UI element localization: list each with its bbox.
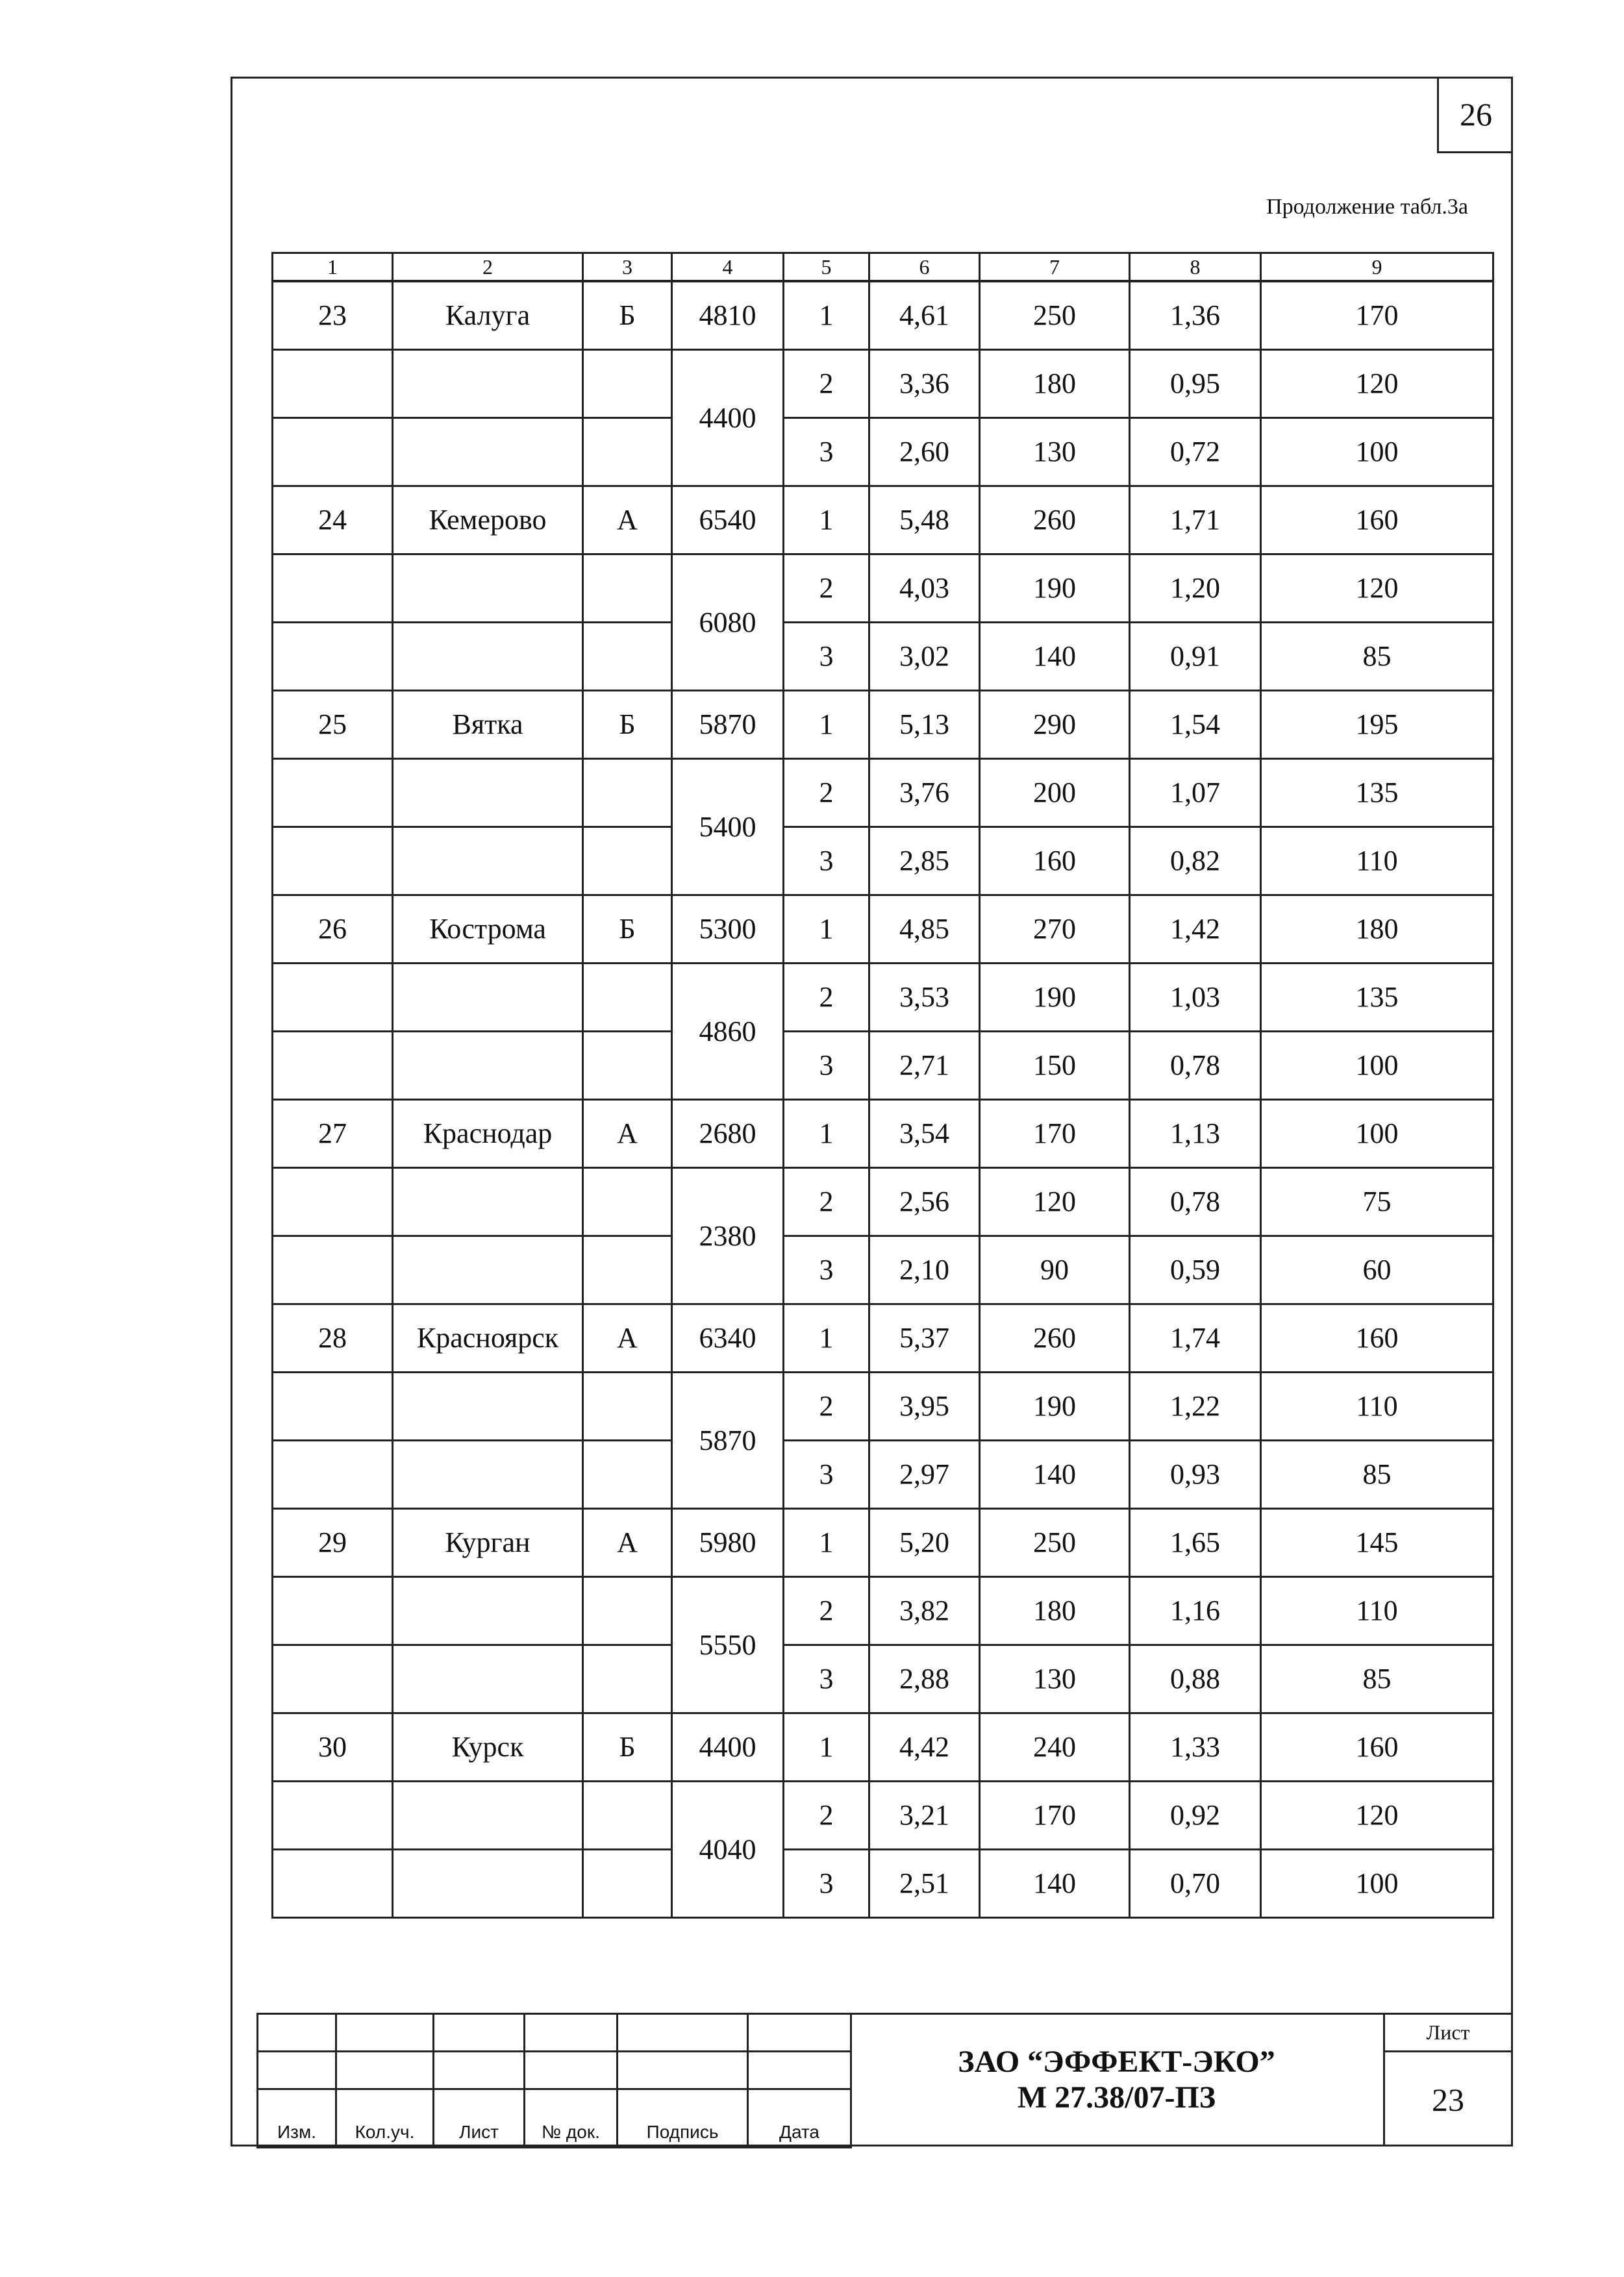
value-cell: 5300 bbox=[672, 895, 784, 964]
city-cell: Краснодар bbox=[393, 1100, 583, 1168]
row-number-cell: 30 bbox=[273, 1713, 393, 1782]
data-cell: 200 bbox=[980, 759, 1130, 827]
empty-cell bbox=[273, 964, 393, 1032]
data-cell: 1 bbox=[784, 1304, 869, 1373]
column-header: 8 bbox=[1130, 253, 1261, 282]
empty-cell bbox=[393, 1441, 583, 1509]
data-cell: 190 bbox=[980, 964, 1130, 1032]
empty-cell bbox=[583, 1577, 672, 1645]
data-cell: 1,42 bbox=[1130, 895, 1261, 964]
revision-cell bbox=[336, 2052, 434, 2089]
data-cell: 2 bbox=[784, 1577, 869, 1645]
data-cell: 170 bbox=[980, 1100, 1130, 1168]
value-cell: 5870 bbox=[672, 1373, 784, 1509]
data-cell: 2,51 bbox=[869, 1850, 980, 1918]
data-cell: 2 bbox=[784, 1782, 869, 1850]
data-cell: 3,21 bbox=[869, 1782, 980, 1850]
data-cell: 135 bbox=[1261, 759, 1493, 827]
data-cell: 100 bbox=[1261, 1850, 1493, 1918]
empty-cell bbox=[583, 350, 672, 418]
data-cell: 2 bbox=[784, 1168, 869, 1236]
category-cell: А bbox=[583, 1304, 672, 1373]
data-cell: 1 bbox=[784, 486, 869, 554]
empty-cell bbox=[583, 1782, 672, 1850]
column-header: 2 bbox=[393, 253, 583, 282]
value-cell: 2380 bbox=[672, 1168, 784, 1304]
table-row bbox=[273, 1373, 1493, 1441]
data-cell: 5,13 bbox=[869, 691, 980, 759]
data-cell: 2,60 bbox=[869, 418, 980, 486]
data-cell: 3,53 bbox=[869, 964, 980, 1032]
empty-cell bbox=[273, 1236, 393, 1304]
column-header: 4 bbox=[672, 253, 784, 282]
empty-cell bbox=[583, 827, 672, 895]
data-cell: 75 bbox=[1261, 1168, 1493, 1236]
sheet-label: Лист bbox=[1385, 2015, 1511, 2052]
data-cell: 2 bbox=[784, 759, 869, 827]
city-cell: Курган bbox=[393, 1509, 583, 1577]
stamp-label-change: Изм. bbox=[258, 2089, 336, 2148]
data-cell: 5,20 bbox=[869, 1509, 980, 1577]
empty-cell bbox=[393, 1168, 583, 1236]
revision-cell bbox=[336, 2014, 434, 2052]
table-row bbox=[273, 1645, 1493, 1713]
data-cell: 195 bbox=[1261, 691, 1493, 759]
data-cell: 1,16 bbox=[1130, 1577, 1261, 1645]
empty-cell bbox=[393, 1577, 583, 1645]
table-row bbox=[273, 759, 1493, 827]
table-row bbox=[273, 350, 1493, 418]
empty-cell bbox=[393, 1782, 583, 1850]
data-cell: 3 bbox=[784, 1645, 869, 1713]
row-number-cell: 25 bbox=[273, 691, 393, 759]
organization-block bbox=[850, 2013, 1383, 2146]
stamp-label-sheet: Лист bbox=[434, 2089, 525, 2148]
data-cell: 1,20 bbox=[1130, 554, 1261, 623]
stamp-label-date: Дата bbox=[748, 2089, 851, 2148]
data-cell: 0,91 bbox=[1130, 623, 1261, 691]
data-cell: 100 bbox=[1261, 1100, 1493, 1168]
data-cell: 3 bbox=[784, 827, 869, 895]
empty-cell bbox=[583, 418, 672, 486]
empty-cell bbox=[273, 350, 393, 418]
data-cell: 0,70 bbox=[1130, 1850, 1261, 1918]
category-cell: Б bbox=[583, 1713, 672, 1782]
data-cell: 1,13 bbox=[1130, 1100, 1261, 1168]
value-cell: 4400 bbox=[672, 1713, 784, 1782]
data-cell: 240 bbox=[980, 1713, 1130, 1782]
revision-cell bbox=[258, 2014, 336, 2052]
table-row bbox=[273, 554, 1493, 623]
data-cell: 140 bbox=[980, 1441, 1130, 1509]
column-header: 7 bbox=[980, 253, 1130, 282]
category-cell: Б bbox=[583, 895, 672, 964]
data-cell: 1,33 bbox=[1130, 1713, 1261, 1782]
row-number-cell: 28 bbox=[273, 1304, 393, 1373]
sheet-block bbox=[1383, 2013, 1513, 2146]
data-cell: 1 bbox=[784, 895, 869, 964]
category-cell: Б bbox=[583, 281, 672, 350]
empty-cell bbox=[583, 759, 672, 827]
revision-cell bbox=[618, 2014, 748, 2052]
data-cell: 0,95 bbox=[1130, 350, 1261, 418]
data-cell: 110 bbox=[1261, 1373, 1493, 1441]
value-cell: 6080 bbox=[672, 554, 784, 691]
table-caption: Продолжение табл.3а bbox=[1266, 195, 1468, 219]
column-header: 3 bbox=[583, 253, 672, 282]
data-cell: 120 bbox=[1261, 350, 1493, 418]
value-cell: 4810 bbox=[672, 281, 784, 350]
table-row bbox=[273, 486, 1493, 554]
data-cell: 160 bbox=[1261, 1713, 1493, 1782]
data-cell: 130 bbox=[980, 418, 1130, 486]
empty-cell bbox=[583, 1850, 672, 1918]
empty-cell bbox=[393, 1645, 583, 1713]
data-cell: 4,03 bbox=[869, 554, 980, 623]
column-header: 5 bbox=[784, 253, 869, 282]
value-cell: 5870 bbox=[672, 691, 784, 759]
empty-cell bbox=[393, 350, 583, 418]
data-cell: 85 bbox=[1261, 623, 1493, 691]
column-header: 9 bbox=[1261, 253, 1493, 282]
data-cell: 1 bbox=[784, 1509, 869, 1577]
column-header: 6 bbox=[869, 253, 980, 282]
table-row bbox=[273, 691, 1493, 759]
data-cell: 4,85 bbox=[869, 895, 980, 964]
empty-cell bbox=[393, 1032, 583, 1100]
empty-cell bbox=[393, 623, 583, 691]
empty-cell bbox=[583, 623, 672, 691]
data-cell: 130 bbox=[980, 1645, 1130, 1713]
revision-cell bbox=[748, 2014, 851, 2052]
data-cell: 180 bbox=[980, 350, 1130, 418]
data-cell: 1,65 bbox=[1130, 1509, 1261, 1577]
data-cell: 3 bbox=[784, 1032, 869, 1100]
data-cell: 0,92 bbox=[1130, 1782, 1261, 1850]
data-cell: 2,71 bbox=[869, 1032, 980, 1100]
empty-cell bbox=[273, 1032, 393, 1100]
data-cell: 170 bbox=[1261, 281, 1493, 350]
empty-cell bbox=[393, 1373, 583, 1441]
empty-cell bbox=[273, 1577, 393, 1645]
data-cell: 2 bbox=[784, 554, 869, 623]
empty-cell bbox=[273, 1645, 393, 1713]
table-row bbox=[273, 1509, 1493, 1577]
empty-cell bbox=[273, 1168, 393, 1236]
header-row bbox=[273, 253, 1493, 282]
empty-cell bbox=[393, 964, 583, 1032]
data-cell: 5,48 bbox=[869, 486, 980, 554]
data-cell: 2,56 bbox=[869, 1168, 980, 1236]
data-cell: 100 bbox=[1261, 418, 1493, 486]
sheet-number: 23 bbox=[1432, 2081, 1464, 2118]
data-cell: 1,54 bbox=[1130, 691, 1261, 759]
data-cell: 5,37 bbox=[869, 1304, 980, 1373]
data-cell: 110 bbox=[1261, 1577, 1493, 1645]
data-cell: 2,97 bbox=[869, 1441, 980, 1509]
data-cell: 180 bbox=[980, 1577, 1130, 1645]
data-cell: 4,42 bbox=[869, 1713, 980, 1782]
empty-cell bbox=[273, 1782, 393, 1850]
table-row bbox=[273, 1100, 1493, 1168]
data-cell: 145 bbox=[1261, 1509, 1493, 1577]
data-cell: 120 bbox=[1261, 1782, 1493, 1850]
table-row bbox=[273, 623, 1493, 691]
data-cell: 0,59 bbox=[1130, 1236, 1261, 1304]
data-cell: 120 bbox=[1261, 554, 1493, 623]
category-cell: А bbox=[583, 1100, 672, 1168]
data-cell: 3 bbox=[784, 1236, 869, 1304]
table-row bbox=[273, 1577, 1493, 1645]
empty-cell bbox=[583, 1373, 672, 1441]
value-cell: 5400 bbox=[672, 759, 784, 895]
data-cell: 1,07 bbox=[1130, 759, 1261, 827]
data-cell: 1 bbox=[784, 1100, 869, 1168]
row-number-cell: 29 bbox=[273, 1509, 393, 1577]
data-cell: 0,78 bbox=[1130, 1032, 1261, 1100]
data-cell: 1,03 bbox=[1130, 964, 1261, 1032]
data-cell: 1 bbox=[784, 281, 869, 350]
data-cell: 120 bbox=[980, 1168, 1130, 1236]
value-cell: 6540 bbox=[672, 486, 784, 554]
table-row bbox=[273, 1236, 1493, 1304]
data-cell: 0,78 bbox=[1130, 1168, 1261, 1236]
data-cell: 1,71 bbox=[1130, 486, 1261, 554]
empty-cell bbox=[273, 1373, 393, 1441]
data-cell: 4,61 bbox=[869, 281, 980, 350]
revision-cell bbox=[434, 2014, 525, 2052]
data-cell: 1 bbox=[784, 1713, 869, 1782]
data-cell: 3,36 bbox=[869, 350, 980, 418]
empty-cell bbox=[583, 554, 672, 623]
empty-cell bbox=[583, 1236, 672, 1304]
data-cell: 3 bbox=[784, 418, 869, 486]
row-number-cell: 26 bbox=[273, 895, 393, 964]
value-cell: 4040 bbox=[672, 1782, 784, 1918]
data-cell: 140 bbox=[980, 1850, 1130, 1918]
data-cell: 0,72 bbox=[1130, 418, 1261, 486]
data-cell: 250 bbox=[980, 281, 1130, 350]
value-cell: 2680 bbox=[672, 1100, 784, 1168]
empty-cell bbox=[393, 1850, 583, 1918]
data-cell: 2,85 bbox=[869, 827, 980, 895]
data-cell: 90 bbox=[980, 1236, 1130, 1304]
revision-cell bbox=[258, 2052, 336, 2089]
data-cell: 180 bbox=[1261, 895, 1493, 964]
row-number-cell: 27 bbox=[273, 1100, 393, 1168]
value-cell: 4400 bbox=[672, 350, 784, 486]
row-number-cell: 23 bbox=[273, 281, 393, 350]
data-cell: 3,95 bbox=[869, 1373, 980, 1441]
data-cell: 1,36 bbox=[1130, 281, 1261, 350]
empty-cell bbox=[393, 554, 583, 623]
data-cell: 2 bbox=[784, 1373, 869, 1441]
table-row bbox=[273, 964, 1493, 1032]
document-code: М 27.38/07-ПЗ bbox=[1017, 2080, 1216, 2115]
data-cell: 110 bbox=[1261, 827, 1493, 895]
data-cell: 3 bbox=[784, 1850, 869, 1918]
city-cell: Калуга bbox=[393, 281, 583, 350]
data-cell: 3 bbox=[784, 623, 869, 691]
stamp-label-qty: Кол.уч. bbox=[336, 2089, 434, 2148]
data-cell: 190 bbox=[980, 554, 1130, 623]
data-cell: 160 bbox=[1261, 486, 1493, 554]
revision-cell bbox=[525, 2052, 618, 2089]
empty-cell bbox=[583, 964, 672, 1032]
empty-cell bbox=[583, 1168, 672, 1236]
empty-cell bbox=[273, 1441, 393, 1509]
empty-cell bbox=[393, 759, 583, 827]
data-cell: 0,82 bbox=[1130, 827, 1261, 895]
data-cell: 150 bbox=[980, 1032, 1130, 1100]
value-cell: 5980 bbox=[672, 1509, 784, 1577]
organization-name: ЗАО “ЭФФЕКТ-ЭКО” bbox=[958, 2044, 1275, 2079]
city-cell: Кострома bbox=[393, 895, 583, 964]
table-row bbox=[273, 1441, 1493, 1509]
data-cell: 260 bbox=[980, 486, 1130, 554]
data-cell: 60 bbox=[1261, 1236, 1493, 1304]
empty-cell bbox=[273, 623, 393, 691]
revision-cell bbox=[618, 2052, 748, 2089]
city-cell: Курск bbox=[393, 1713, 583, 1782]
data-cell: 2,88 bbox=[869, 1645, 980, 1713]
data-cell: 1 bbox=[784, 691, 869, 759]
data-cell: 3,76 bbox=[869, 759, 980, 827]
table-row bbox=[273, 827, 1493, 895]
revision-cell bbox=[434, 2052, 525, 2089]
category-cell: Б bbox=[583, 691, 672, 759]
data-cell: 160 bbox=[1261, 1304, 1493, 1373]
revision-cell bbox=[525, 2014, 618, 2052]
data-table bbox=[271, 252, 1494, 1919]
value-cell: 5550 bbox=[672, 1577, 784, 1713]
table-row bbox=[273, 281, 1493, 350]
stamp-label-docnum: № док. bbox=[525, 2089, 618, 2148]
table-row bbox=[273, 1032, 1493, 1100]
title-block bbox=[256, 2013, 1513, 2146]
revision-grid bbox=[256, 2013, 852, 2148]
category-cell: А bbox=[583, 486, 672, 554]
value-cell: 4860 bbox=[672, 964, 784, 1100]
category-cell: А bbox=[583, 1509, 672, 1577]
data-cell: 135 bbox=[1261, 964, 1493, 1032]
city-cell: Вятка bbox=[393, 691, 583, 759]
data-cell: 0,93 bbox=[1130, 1441, 1261, 1509]
data-cell: 270 bbox=[980, 895, 1130, 964]
page-number: 26 bbox=[1437, 77, 1513, 153]
data-cell: 2,10 bbox=[869, 1236, 980, 1304]
value-cell: 6340 bbox=[672, 1304, 784, 1373]
data-cell: 85 bbox=[1261, 1441, 1493, 1509]
table-row bbox=[273, 418, 1493, 486]
table-row bbox=[273, 1168, 1493, 1236]
data-cell: 190 bbox=[980, 1373, 1130, 1441]
data-cell: 85 bbox=[1261, 1645, 1493, 1713]
empty-cell bbox=[583, 1441, 672, 1509]
data-cell: 2 bbox=[784, 350, 869, 418]
empty-cell bbox=[393, 418, 583, 486]
table-row bbox=[273, 895, 1493, 964]
data-cell: 260 bbox=[980, 1304, 1130, 1373]
data-cell: 100 bbox=[1261, 1032, 1493, 1100]
city-cell: Кемерово bbox=[393, 486, 583, 554]
data-cell: 140 bbox=[980, 623, 1130, 691]
empty-cell bbox=[393, 827, 583, 895]
table-row bbox=[273, 1782, 1493, 1850]
empty-cell bbox=[273, 759, 393, 827]
empty-cell bbox=[583, 1645, 672, 1713]
row-number-cell: 24 bbox=[273, 486, 393, 554]
empty-cell bbox=[273, 418, 393, 486]
revision-cell bbox=[748, 2052, 851, 2089]
empty-cell bbox=[273, 1850, 393, 1918]
data-cell: 3 bbox=[784, 1441, 869, 1509]
column-header: 1 bbox=[273, 253, 393, 282]
city-cell: Красноярск bbox=[393, 1304, 583, 1373]
data-cell: 290 bbox=[980, 691, 1130, 759]
empty-cell bbox=[273, 827, 393, 895]
data-cell: 3,82 bbox=[869, 1577, 980, 1645]
data-cell: 160 bbox=[980, 827, 1130, 895]
data-cell: 3,02 bbox=[869, 623, 980, 691]
data-cell: 3,54 bbox=[869, 1100, 980, 1168]
data-cell: 250 bbox=[980, 1509, 1130, 1577]
table-row bbox=[273, 1850, 1493, 1918]
table-row bbox=[273, 1304, 1493, 1373]
empty-cell bbox=[393, 1236, 583, 1304]
data-cell: 170 bbox=[980, 1782, 1130, 1850]
data-cell: 0,88 bbox=[1130, 1645, 1261, 1713]
data-cell: 1,22 bbox=[1130, 1373, 1261, 1441]
stamp-label-signature: Подпись bbox=[618, 2089, 748, 2148]
empty-cell bbox=[273, 554, 393, 623]
data-cell: 1,74 bbox=[1130, 1304, 1261, 1373]
data-cell: 2 bbox=[784, 964, 869, 1032]
empty-cell bbox=[583, 1032, 672, 1100]
table-row bbox=[273, 1713, 1493, 1782]
